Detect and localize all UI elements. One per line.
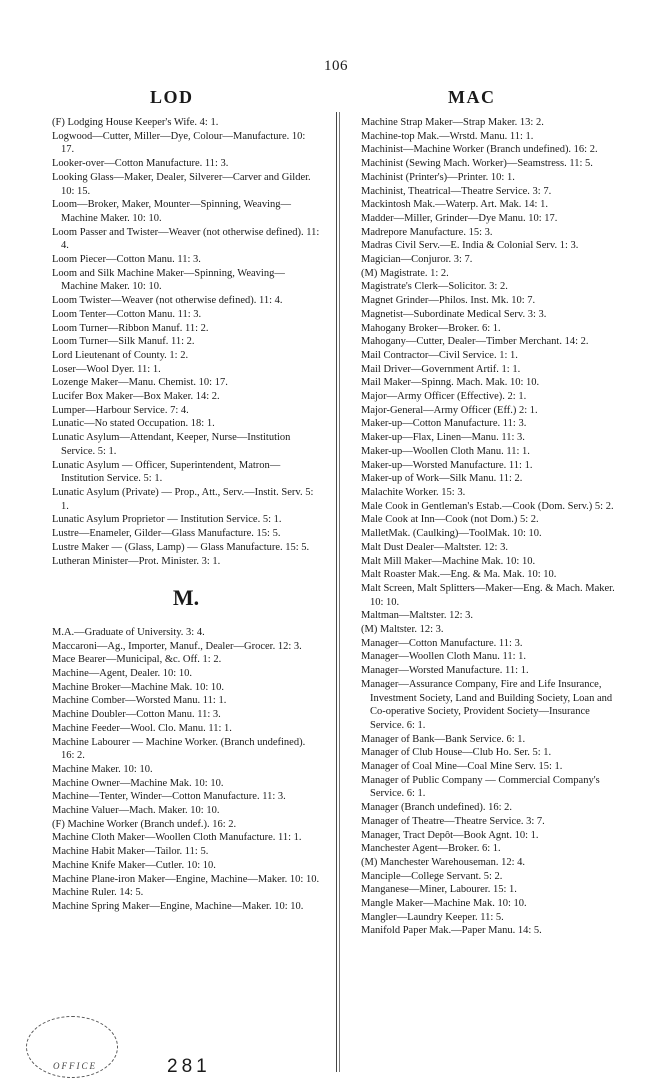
index-entry: (M) Magistrate. 1: 2. [361, 267, 449, 279]
index-entry: Machine—Tenter, Winder—Cotton Manufacture. 11: 3. [52, 791, 286, 803]
index-entry: Maker-up—Worsted Manufacture. 11: 1. [361, 459, 533, 471]
index-entry: Mail Driver—Government Artif. 1: 1. [361, 363, 521, 375]
index-entry: Machine Habit Maker—Tailor. 11: 5. [52, 846, 209, 858]
index-entry: Maker-up—Flax, Linen—Manu. 11: 3. [361, 432, 525, 444]
index-entry: Manciple—College Servant. 5: 2. [361, 870, 503, 882]
index-entry: Manager of Bank—Bank Service. 6: 1. [361, 733, 526, 745]
index-entry: Lunatic Asylum (Private) — Prop., Att., Serv.—Instit. Serv. 5: 1. [52, 486, 314, 512]
index-entry: Mail Maker—Spinng. Mach. Mak. 10: 10. [361, 377, 540, 389]
index-entry: Lozenge Maker—Manu. Chemist. 10: 17. [52, 377, 228, 389]
index-entry: Loom Piecer—Cotton Manu. 11: 3. [52, 254, 201, 266]
index-entry: Magnet Grinder—Philos. Inst. Mk. 10: 7. [361, 295, 536, 307]
index-entry: Logwood—Cutter, Miller—Dye, Colour—Manufacture. 10: 17. [52, 130, 306, 156]
index-entry: Magistrate's Clerk—Solicitor. 3: 2. [361, 281, 508, 293]
index-entry: Mahogany—Cutter, Dealer—Timber Merchant. 14: 2. [361, 336, 589, 348]
index-entry: Mail Contractor—Civil Service. 1: 1. [361, 349, 518, 361]
index-entry: Machine Ruler. 14: 5. [52, 887, 144, 899]
index-entry: Manganese—Miner, Labourer. 15: 1. [361, 884, 517, 896]
index-entry: Male Cook at Inn—Cook (not Dom.) 5: 2. [361, 514, 539, 526]
index-entry: Manager—Worsted Manufacture. 11: 1. [361, 665, 529, 677]
index-entry: (F) Machine Worker (Branch undef.). 16: 2. [52, 818, 237, 830]
index-entry: Maltman—Maltster. 12: 3. [361, 610, 473, 622]
index-entry: Lutheran Minister—Prot. Minister. 3: 1. [52, 555, 221, 567]
index-entry: Lunatic Asylum Proprietor — Institution Service. 5: 1. [52, 514, 282, 526]
index-entry: Madras Civil Serv.—E. India & Colonial Serv. 1: 3. [361, 240, 579, 252]
left-column [52, 116, 320, 914]
index-entry: Loom Twister—Weaver (not otherwise defined). 11: 4. [52, 295, 283, 307]
index-entry: Malt Mill Maker—Machine Mak. 10: 10. [361, 555, 536, 567]
index-entry: Machine Knife Maker—Cutler. 10: 10. [52, 859, 216, 871]
index-entry: Machine-top Mak.—Wrstd. Manu. 11: 1. [361, 130, 534, 142]
index-entry: Manager—Cotton Manufacture. 11: 3. [361, 637, 523, 649]
index-entry: Lunatic Asylum—Attendant, Keeper, Nurse—Institution Service. 5: 1. [52, 432, 291, 457]
index-entry: Malachite Worker. 15: 3. [361, 486, 466, 498]
index-entry: Machinist, Theatrical—Theatre Service. 3: 7. [361, 185, 552, 197]
index-entry: Manager, Tract Depôt—Book Agnt. 10: 1. [361, 829, 539, 841]
index-entry: Loser—Wool Dyer. 11: 1. [52, 363, 161, 375]
index-entry: Looker-over—Cotton Manufacture. 11: 3. [52, 158, 229, 170]
index-entry: Machine Feeder—Wool. Clo. Manu. 11: 1. [52, 722, 232, 734]
index-entry: (M) Manchester Warehouseman. 12: 4. [361, 856, 525, 868]
index-entry: Machine Labourer — Machine Worker. (Branch undefined). 16: 2. [52, 736, 306, 762]
left-column-heading: LOD [150, 87, 194, 107]
index-entry: Machine Broker—Machine Mak. 10: 10. [52, 681, 225, 693]
index-entry: Malt Dust Dealer—Maltster. 12: 3. [361, 541, 508, 553]
index-entry: Loom Turner—Ribbon Manuf. 11: 2. [52, 322, 209, 334]
index-entry: Madder—Miller, Grinder—Dye Manu. 10: 17. [361, 212, 558, 224]
index-entry: Mace Bearer—Municipal, &c. Off. 1: 2. [52, 654, 222, 666]
index-entry: Loom Passer and Twister—Weaver (not otherwise defined). 11: 4. [52, 226, 320, 252]
index-entry: Manager of Coal Mine—Coal Mine Serv. 15: 1. [361, 761, 563, 773]
index-entry: Maker-up of Work—Silk Manu. 11: 2. [361, 473, 523, 485]
index-entry: Machinist—Machine Worker (Branch undefined). 16: 2. [361, 144, 598, 156]
index-entry: (M) Maltster. 12: 3. [361, 624, 444, 636]
index-entry: Lustre Maker — (Glass, Lamp) — Glass Manufacture. 15: 5. [52, 541, 310, 553]
index-entry: Mahogany Broker—Broker. 6: 1. [361, 322, 501, 334]
index-entry: Manager of Theatre—Theatre Service. 3: 7. [361, 815, 545, 827]
index-entry: MalletMak. (Caulking)—ToolMak. 10: 10. [361, 528, 542, 540]
index-entry: Manager—Assurance Company, Fire and Life Insurance, Investment Society, Land and Building Society, Loan and Co-operative Society, Provident Society—Insurance Service. 6: 1. [361, 678, 613, 731]
section-letter-heading: M. [172, 585, 200, 611]
column-divider-second-line [339, 112, 340, 1072]
index-entry: Maker-up—Woollen Cloth Manu. 11: 1. [361, 445, 530, 457]
index-entry: Machine—Agent, Dealer. 10: 10. [52, 668, 192, 680]
stamp-number: 281 [167, 1056, 211, 1077]
index-entry: Major—Army Officer (Effective). 2: 1. [361, 391, 527, 403]
index-entry: Lustre—Enameler, Gilder—Glass Manufacture. 15: 5. [52, 528, 281, 540]
index-entry: Lord Lieutenant of County. 1: 2. [52, 349, 189, 361]
right-column [361, 116, 623, 938]
index-entry: Mackintosh Mak.—Waterp. Art. Mak. 14: 1. [361, 199, 548, 211]
index-entry: Machine Doubler—Cotton Manu. 11: 3. [52, 709, 221, 721]
index-entry: Madrepore Manufacture. 15: 3. [361, 226, 493, 238]
index-entry: Machine Valuer—Mach. Maker. 10: 10. [52, 805, 220, 817]
index-entry: (F) Lodging House Keeper's Wife. 4: 1. [52, 117, 219, 128]
index-entry: Lunatic—No stated Occupation. 18: 1. [52, 418, 215, 430]
index-entry: Manager (Branch undefined). 16: 2. [361, 802, 513, 814]
index-entry: Lunatic Asylum — Officer, Superintendent, Matron—Institution Service. 5: 1. [52, 459, 281, 485]
index-entry: Major-General—Army Officer (Eff.) 2: 1. [361, 404, 538, 416]
index-entry: Manchester Agent—Broker. 6: 1. [361, 843, 501, 855]
index-entry: Manager of Club House—Club Ho. Ser. 5: 1. [361, 747, 552, 759]
index-entry: Male Cook in Gentleman's Estab.—Cook (Dom. Serv.) 5: 2. [361, 500, 614, 512]
index-entry: Looking Glass—Maker, Dealer, Silverer—Carver and Gilder. 10: 15. [52, 171, 311, 197]
index-entry: Machine Plane-iron Maker—Engine, Machine—Maker. 10: 10. [52, 873, 320, 885]
index-entry: Machine Strap Maker—Strap Maker. 13: 2. [361, 117, 544, 128]
page-number: 106 [324, 58, 348, 74]
index-entry: M.A.—Graduate of University. 3: 4. [52, 626, 205, 638]
index-entry: Mangle Maker—Machine Mak. 10: 10. [361, 898, 527, 910]
office-stamp-text: OFFICE [53, 1061, 97, 1071]
index-entry: Malt Screen, Malt Splitters—Maker—Eng. & Mach. Maker. 10: 10. [361, 582, 615, 608]
index-entry: Machine Comber—Worsted Manu. 11: 1. [52, 695, 227, 707]
index-entry: Magnetist—Subordinate Medical Serv. 3: 3. [361, 308, 547, 320]
index-entry: Loom—Broker, Maker, Mounter—Spinning, Weaving—Machine Maker. 10: 10. [52, 199, 292, 224]
index-entry: Machinist (Sewing Mach. Worker)—Seamstress. 11: 5. [361, 158, 593, 170]
index-entry: Maker-up—Cotton Manufacture. 11: 3. [361, 418, 527, 430]
index-entry: Lucifer Box Maker—Box Maker. 14: 2. [52, 391, 220, 403]
index-entry: Mangler—Laundry Keeper. 11: 5. [361, 911, 504, 923]
column-divider [336, 112, 337, 1072]
index-entry: Maccaroni—Ag., Importer, Manuf., Dealer—Grocer. 12: 3. [52, 640, 302, 652]
office-stamp [26, 1016, 118, 1078]
index-entry: Manifold Paper Mak.—Paper Manu. 14: 5. [361, 925, 542, 937]
index-entry: Manager of Public Company — Commercial Company's Service. 6: 1. [361, 774, 600, 800]
index-entry: Machine Owner—Machine Mak. 10: 10. [52, 777, 224, 789]
index-entry: Machine Maker. 10: 10. [52, 763, 153, 775]
index-entry: Lumper—Harbour Service. 7: 4. [52, 404, 189, 416]
index-entry: Magician—Conjuror. 3: 7. [361, 254, 473, 266]
index-entry: Loom Tenter—Cotton Manu. 11: 3. [52, 308, 202, 320]
index-entry: Machinist (Printer's)—Printer. 10: 1. [361, 171, 515, 183]
index-entry: Loom and Silk Machine Maker—Spinning, Weaving—Machine Maker. 10: 10. [52, 267, 285, 293]
index-entry: Machine Spring Maker—Engine, Machine—Maker. 10: 10. [52, 900, 304, 912]
right-column-heading: MAC [448, 87, 496, 107]
index-entry: Manager—Woollen Cloth Manu. 11: 1. [361, 651, 526, 663]
index-entry: Loom Turner—Silk Manuf. 11: 2. [52, 336, 195, 348]
index-entry: Malt Roaster Mak.—Eng. & Ma. Mak. 10: 10. [361, 569, 557, 581]
index-entry: Machine Cloth Maker—Woollen Cloth Manufacture. 11: 1. [52, 832, 302, 844]
